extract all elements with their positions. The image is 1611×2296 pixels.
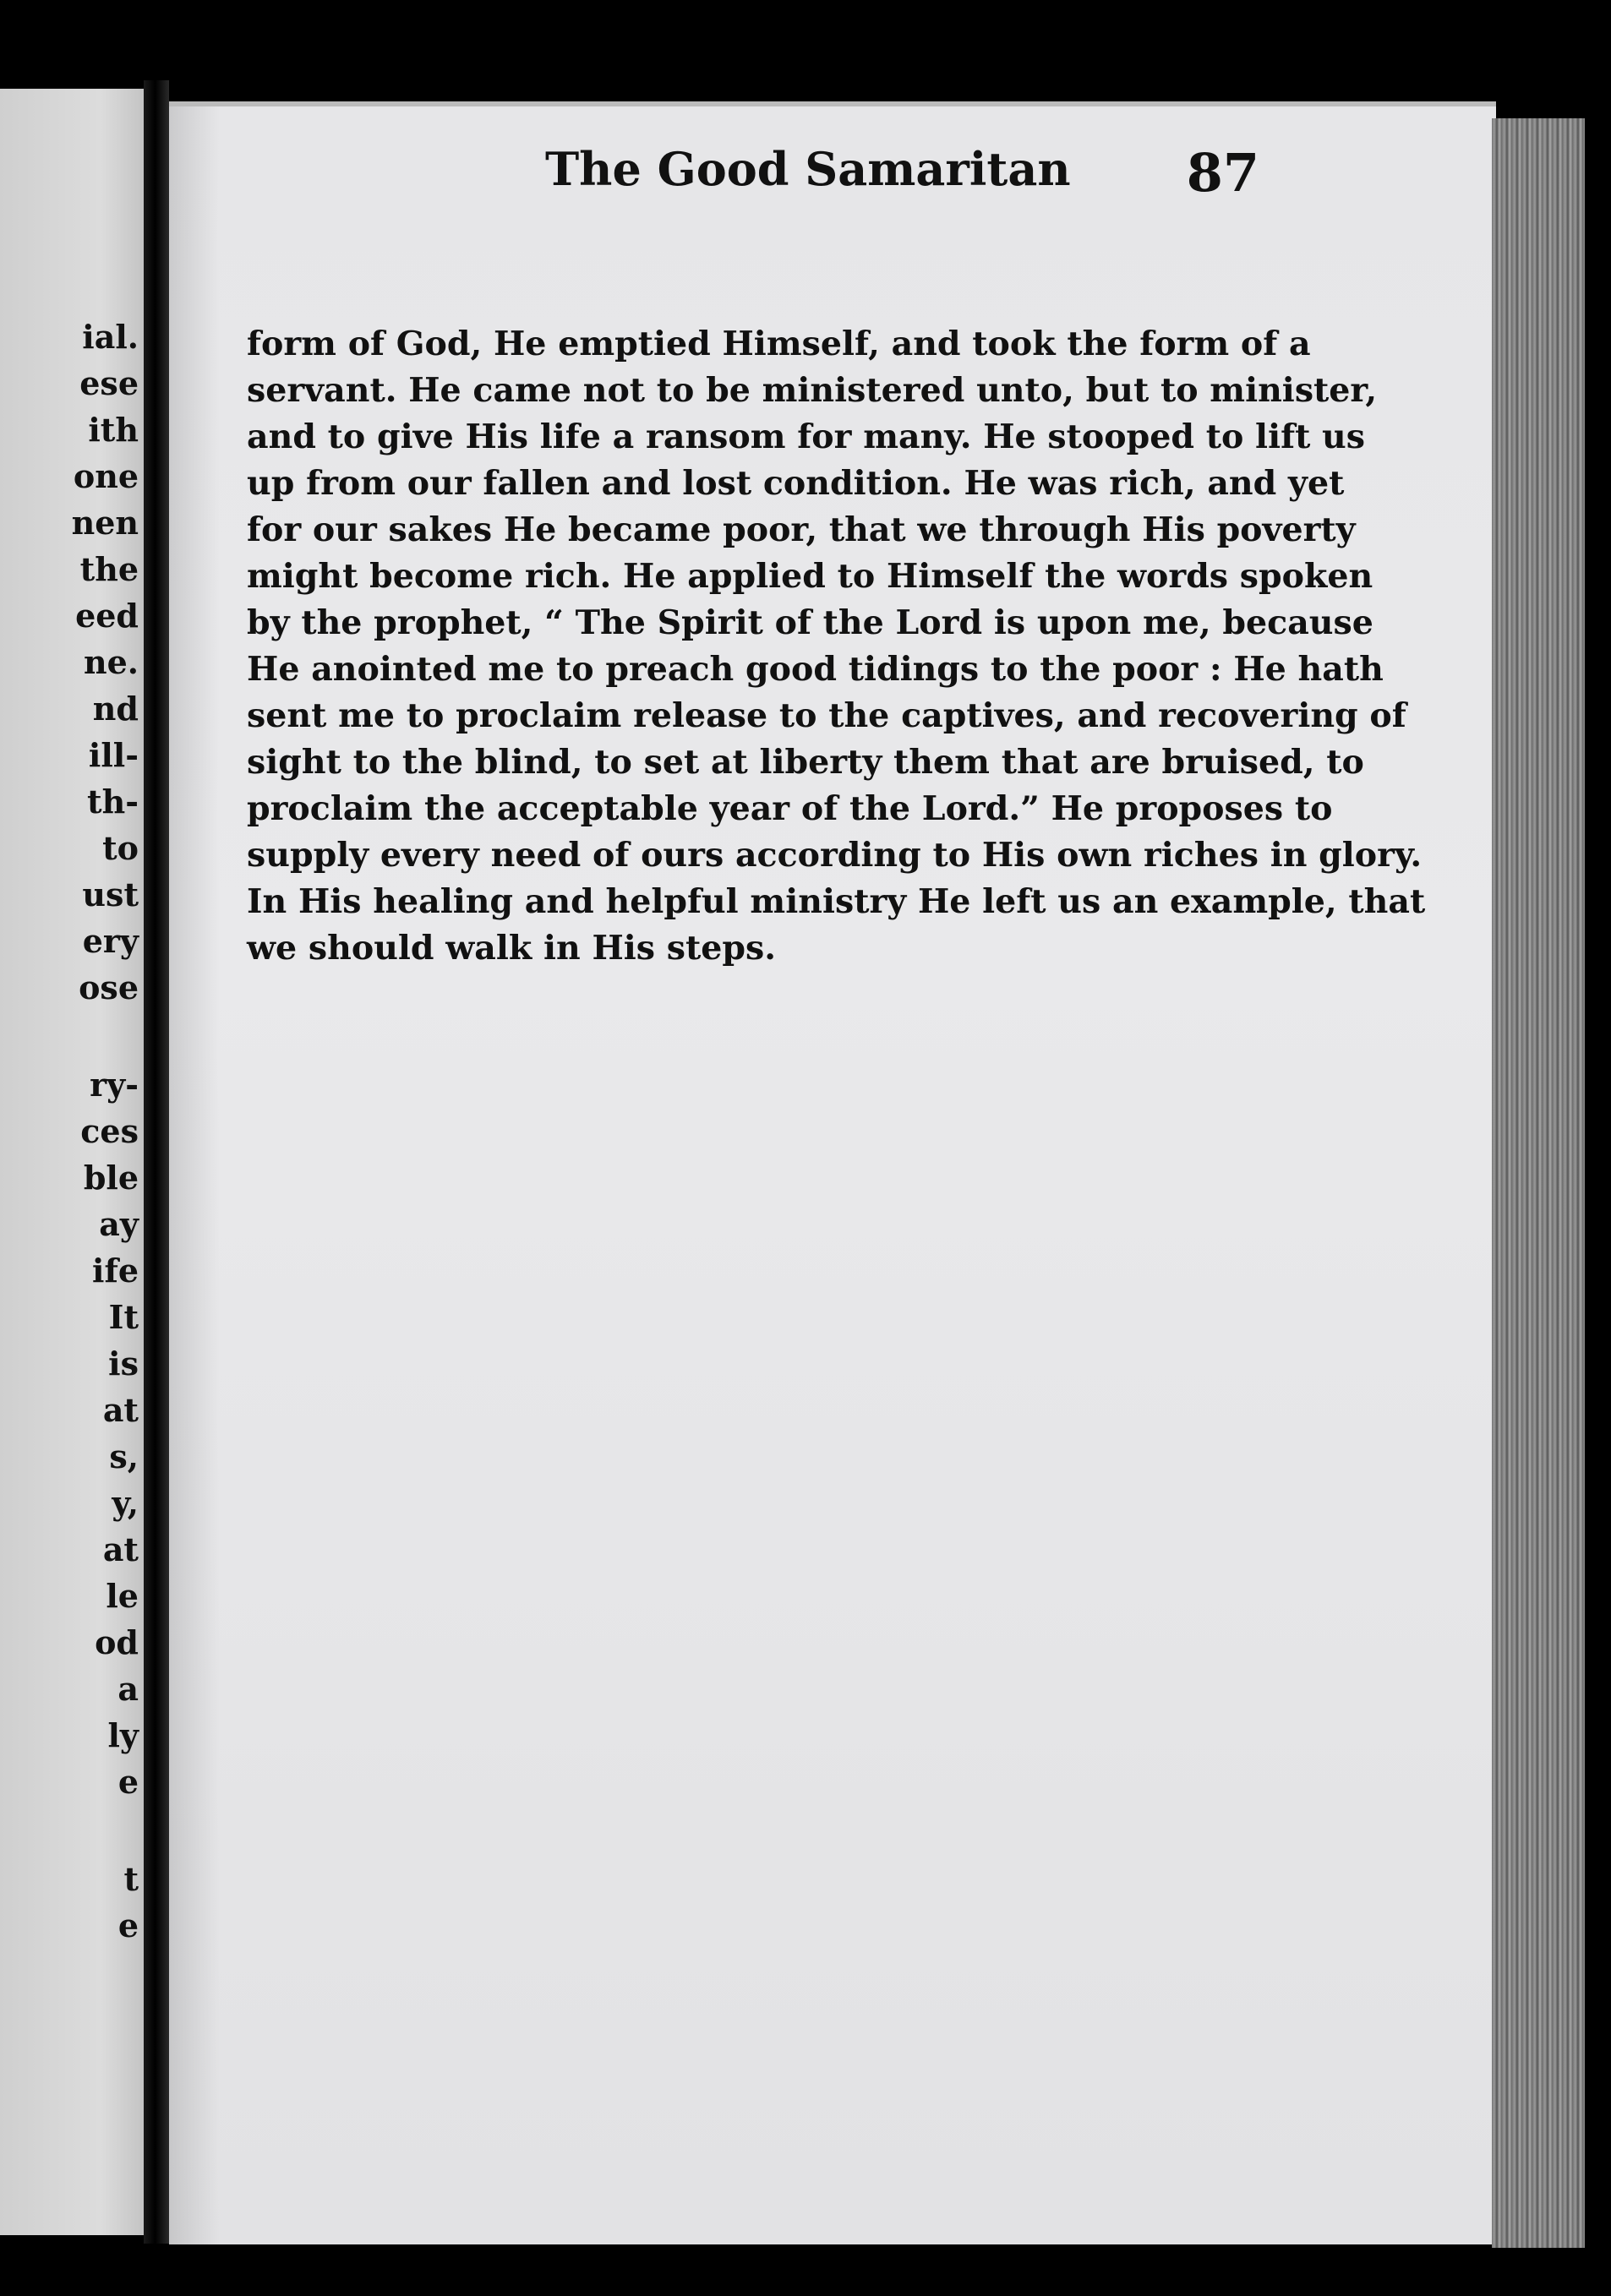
text-line: In His healing and helpful ministry He left us an example, that [247,882,1426,921]
text-line: servant. He came not to be ministered unto, but to minister, [247,371,1378,410]
facing-page-fragment: e [117,1906,139,1944]
facing-page-fragment: ble [83,1159,139,1197]
facing-page-fragment: ial. [82,318,139,356]
facing-page-fragment: ill- [88,736,139,774]
facing-page-fragment: ne. [83,643,139,681]
text-line: He anointed me to preach good tidings to the poor : He hath [247,650,1384,689]
facing-page-fragment: eed [75,597,139,635]
facing-page-fragment: ose [79,968,139,1006]
facing-page-fragment: ay [99,1205,139,1243]
facing-page-fragment: y, [112,1484,139,1522]
text-line: we should walk in His steps. [247,929,777,968]
page-edges [1492,118,1585,2248]
facing-page-fragment: s, [109,1437,139,1475]
book-gutter [144,80,169,2244]
text-line: for our sakes He became poor, that we through His poverty [247,510,1356,549]
facing-page-fragment: at [102,1530,139,1568]
facing-page-fragment: at [102,1391,139,1429]
facing-page-fragment: ust [82,875,139,913]
facing-page-fragment: e [117,1763,139,1801]
text-line: might become rich. He applied to Himself the words spoken [247,557,1373,596]
facing-page-fragment: one [73,457,139,495]
facing-page-fragment: ry- [90,1066,139,1104]
text-line: sent me to proclaim release to the captives, and recovering of [247,696,1406,735]
page-number: 87 [1186,142,1259,204]
facing-page-fragment: nd [92,690,139,728]
text-line: supply every need of ours according to His own riches in glory. [247,836,1423,875]
facing-page-fragment: ife [92,1252,139,1290]
facing-page-fragment: ith [88,411,139,449]
facing-page-fragment: th- [87,783,139,821]
facing-page-fragment: od [95,1623,139,1661]
facing-page-fragment: ery [82,922,139,960]
facing-page-fragment: It [108,1298,139,1336]
facing-page-fragment: the [79,550,139,588]
text-line: sight to the blind, to set at liberty them that are bruised, to [247,743,1364,782]
facing-page-fragment: nen [71,504,139,542]
text-line: up from our fallen and lost condition. He was rich, and yet [247,464,1345,503]
facing-page-fragment: a [117,1670,139,1708]
facing-page-fragment: is [108,1344,139,1383]
facing-page-fragment: ces [80,1112,139,1150]
facing-page-fragment: le [106,1577,139,1615]
text-line: proclaim the acceptable year of the Lord.” He proposes to [247,789,1333,828]
running-title: The Good Samaritan [545,142,1071,196]
body-text [247,321,1426,972]
text-line: form of God, He emptied Himself, and took the form of a [247,324,1311,363]
text-line: and to give His life a ransom for many. He stooped to lift us [247,417,1366,456]
text-line: by the prophet, “ The Spirit of the Lord is upon me, because [247,603,1373,642]
facing-page-fragment: ly [107,1716,139,1754]
facing-page-left [0,89,144,2235]
facing-page-fragment: t [123,1860,139,1898]
page-shadow [169,106,220,2244]
facing-page-fragment: to [102,829,139,867]
facing-page-fragment: ese [79,364,139,402]
